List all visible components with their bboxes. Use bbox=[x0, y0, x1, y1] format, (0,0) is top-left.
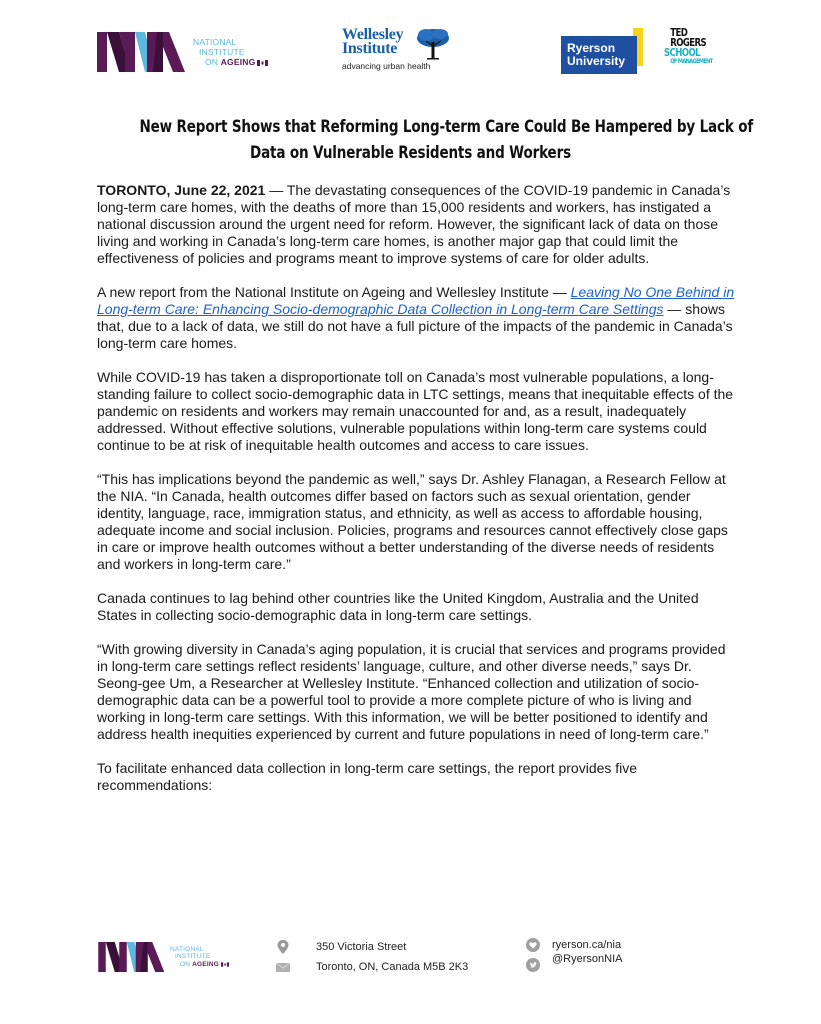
header-logo-bar bbox=[0, 24, 821, 84]
ryerson-logo-line1: Ryerson bbox=[567, 41, 616, 55]
footer-nia-line3-prefix: ON bbox=[180, 960, 193, 968]
nia-logo-line1: NATIONAL bbox=[193, 37, 237, 47]
trsm-logo-line4: OF MANAGEMENT bbox=[670, 57, 713, 65]
paragraph-flanagan-quote: “This has implications beyond the pandemic as well,” says Dr. Ashley Flanagan, a Research Fellow at the NIA. “In Canada, health outcomes differ based on factors such as sexual orientation, gender identity, language, race, immigration status, and ethnicity, as well as access to affordable housing, adequate income and social inclusion. Policies, programs and resources cannot effectively close gaps in care or improve health outcomes without a better understanding of the diverse needs of residents and workers in long-term care.” bbox=[97, 471, 728, 572]
footer-website-link[interactable]: ryerson.ca/nia bbox=[552, 939, 622, 951]
trsm-logo-line2: ROGERS bbox=[670, 36, 707, 49]
map-pin-icon bbox=[276, 940, 290, 954]
page-title-line1: New Report Shows that Reforming Long-term Care Could Be Hampered by Lack of bbox=[139, 117, 754, 136]
wellesley-logo-name bbox=[342, 28, 403, 56]
report-link[interactable]: Leaving No One Behind in Long-term Care: Enhancing Socio-demographic Data Collection in Long-term Care Settings bbox=[97, 284, 735, 317]
ted-rogers-school-logo bbox=[664, 28, 734, 78]
canada-flag-icon bbox=[221, 962, 229, 967]
wellesley-logo-tagline: advancing urban health bbox=[342, 61, 431, 71]
nia-logo-text bbox=[193, 37, 268, 67]
nia-logo-ageing: AGEING bbox=[220, 57, 256, 67]
footer-nia-line1: NATIONAL bbox=[170, 945, 204, 953]
footer-nia-logo-text bbox=[170, 946, 229, 969]
paragraph-recommendations: To facilitate enhanced data collection in long-term care settings, the report provides five recommendations: bbox=[97, 760, 638, 793]
paragraph-report bbox=[97, 284, 737, 352]
trsm-logo-line3: SCHOOL bbox=[664, 46, 700, 59]
tree-icon bbox=[416, 28, 450, 60]
page-title-line2: Data on Vulnerable Residents and Workers bbox=[250, 143, 571, 162]
footer-twitter-handle[interactable]: @RyersonNIA bbox=[552, 953, 623, 965]
footer-nia-line2: INSTITUTE bbox=[175, 953, 211, 961]
page-title bbox=[139, 114, 754, 166]
wellesley-logo-line2: Institute bbox=[342, 40, 398, 57]
paragraph-report-after: — shows that, due to a lack of data, we still do not have a full picture of the impacts of the pandemic in Canada’s long-term care homes. bbox=[97, 301, 733, 351]
footer-nia-logo bbox=[97, 942, 229, 972]
web-heart-icon[interactable] bbox=[526, 938, 540, 952]
paragraph-intro-text: — The devastating consequences of the COVID-19 pandemic in Canada’s long-term care homes, with the deaths of more than 15,000 residents and workers, has instigated a national discussion around the urgent need for reform. However, the significant lack of data on those living and working in Canada’s long-term care homes, is another major gap that could limit the effectiveness of policies and programs meant to improve systems of care for older adults. bbox=[97, 182, 731, 266]
wellesley-logo-line1: Wellesley bbox=[342, 26, 404, 43]
nia-logo-mark-icon bbox=[97, 32, 187, 72]
paragraph-report-before: A new report from the National Institute on Ageing and Wellesley Institute — bbox=[97, 284, 571, 300]
twitter-icon[interactable] bbox=[526, 958, 540, 972]
footer-nia-ageing: AGEING bbox=[192, 960, 219, 968]
footer-address-line1: 350 Victoria Street bbox=[316, 941, 407, 953]
wellesley-institute-logo bbox=[342, 28, 452, 78]
ryerson-logo-line2: University bbox=[567, 54, 626, 68]
ryerson-logo-box bbox=[561, 36, 637, 74]
paragraph-um-quote: “With growing diversity in Canada’s aging population, it is crucial that services and programs provided in long-term care settings reflect residents’ language, culture, and other diverse needs,” says Dr. Seong-gee Um, a Researcher at Wellesley Institute. “Enhanced collection and utilization of socio-demographic data can be a powerful tool to provide a more complete picture of who is living and working in long-term care settings. With this information, we will be better positioned to identify and address health inequities experienced by current and future populations in need of long-term care.” bbox=[97, 641, 726, 742]
footer-address-line2: Toronto, ON, Canada M5B 2K3 bbox=[316, 961, 469, 973]
nia-logo-mark-icon bbox=[97, 942, 167, 972]
paragraph-covid-toll: While COVID-19 has taken a disproportionate toll on Canada’s most vulnerable populations, a long-standing failure to collect socio-demographic data in LTC settings, means that inequitable effects of the pandemic on residents and workers may remain unaccounted for and, as a result, inadequately addressed. Without effective solutions, vulnerable populations within long-term care systems could continue to be at risk of inequitable health outcomes and access to care issues. bbox=[97, 369, 734, 453]
ryerson-university-logo bbox=[561, 28, 643, 74]
nia-logo-line2: INSTITUTE bbox=[199, 47, 245, 57]
paragraph-international: Canada continues to lag behind other countries like the United Kingdom, Australia and the United States in collecting socio-demographic data in long-term care settings. bbox=[97, 590, 699, 623]
nia-logo bbox=[97, 32, 268, 72]
page-footer bbox=[0, 938, 821, 978]
press-release-body bbox=[97, 182, 737, 811]
envelope-icon bbox=[276, 960, 290, 974]
trsm-logo-line1: TED bbox=[670, 26, 688, 39]
canada-flag-icon bbox=[257, 60, 268, 66]
paragraph-intro bbox=[97, 182, 737, 267]
nia-logo-line3-prefix: ON bbox=[205, 57, 221, 67]
dateline: TORONTO, June 22, 2021 bbox=[97, 182, 266, 198]
